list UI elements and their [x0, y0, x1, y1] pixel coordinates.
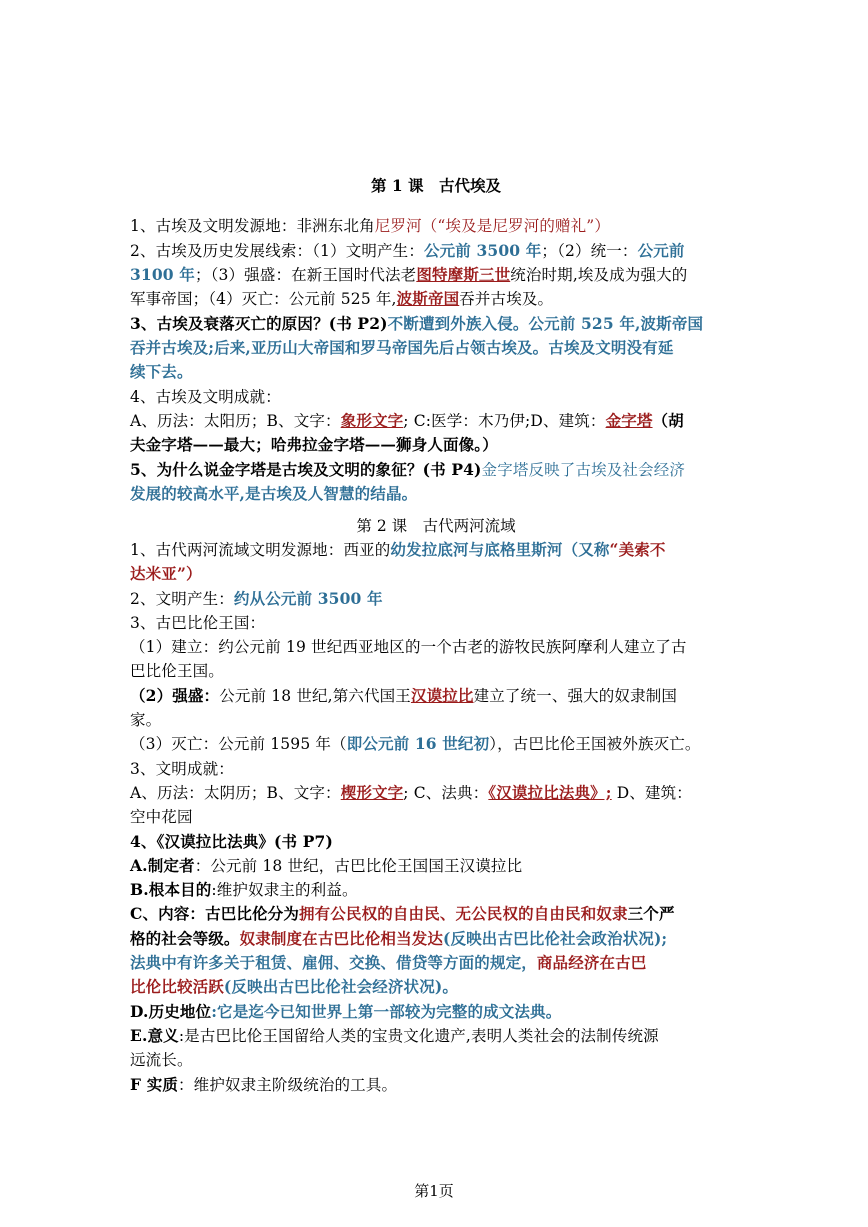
- lesson2-babylon-s1-line1: （1）建立：约公元前 19 世纪西亚地区的一个古老的游牧民族阿摩利人建立了古: [130, 638, 687, 656]
- lesson1-history-line3: [130, 289, 553, 309]
- code-status: [130, 1002, 561, 1022]
- code-content-line2: [130, 929, 667, 949]
- code-content-line4: [130, 977, 458, 997]
- highlight-text: 尼罗河（“埃及是尼罗河的赠礼”）: [374, 217, 611, 235]
- text: A、历法：太阴历；B、文字：: [130, 784, 341, 802]
- lesson1-origin: [130, 216, 610, 236]
- highlight-text: (反映出古巴比伦社会经济状况)。: [223, 977, 458, 996]
- lesson1-q3-line2: 吞并古埃及;后来,亚历山大帝国和罗马帝国先后占领古埃及。古埃及文明没有延: [130, 338, 674, 357]
- highlight-text: 比伦比较活跃: [130, 977, 224, 996]
- text: 公元前 18 世纪,第六代国王: [219, 687, 411, 705]
- label: B.根本目的: [130, 880, 212, 899]
- code-essence: [130, 1075, 397, 1095]
- lesson1-q3-line1: [130, 314, 703, 334]
- keyword: 金字塔: [605, 411, 653, 430]
- keyword: 汉谟拉比: [410, 686, 474, 705]
- code-significance-line2: 远流长。: [130, 1051, 193, 1069]
- text: ; C、法典：: [403, 784, 489, 802]
- lesson2-babylon-s1-line2: 巴比伦王国。: [130, 662, 224, 680]
- label: E.意义: [130, 1026, 179, 1045]
- keyword: 《汉谟拉比法典》;: [488, 783, 612, 802]
- question: 5、为什么说金字塔是古埃及文明的象征？(书 P4): [130, 460, 482, 479]
- answer: 不断遭到外族入侵。公元前 525 年,波斯帝国: [387, 314, 704, 333]
- answer: 金字塔反映了古埃及社会经济: [481, 461, 685, 479]
- text: 三个严: [627, 904, 675, 923]
- text: 2、古埃及历史发展线索：（1）文明产生：: [130, 242, 424, 260]
- lesson2-origin-line1: [130, 540, 666, 560]
- text: ；（3）强盛：在新王国时代法老: [194, 266, 417, 284]
- highlight-text: 达米亚”）: [130, 564, 202, 583]
- code-maker: [130, 856, 522, 876]
- lesson2-origin-line2: [130, 564, 202, 584]
- label: A.制定者: [130, 856, 195, 875]
- highlight-text: (反映出古巴比伦社会政治状况);: [443, 929, 668, 948]
- text: :是古巴比伦王国留给人类的宝贵文化遗产,表明人类社会的法制传统源: [178, 1027, 659, 1045]
- highlight-text: 幼发拉底河与底格里斯河（又称: [390, 540, 610, 559]
- lesson2-title: 第 2 课 古代两河流域: [356, 517, 516, 535]
- highlight-text: 约从公元前 3500 年: [233, 589, 383, 608]
- code-significance-line1: [130, 1026, 659, 1046]
- lesson2-achievements-line2: 空中花园: [130, 808, 193, 826]
- lesson2-babylon-s2-line2: 家。: [130, 711, 162, 729]
- text: ；（2）统一：: [541, 242, 638, 260]
- text: （3）灭亡：公元前 1595 年（: [130, 735, 347, 753]
- lesson2-achievements-head: 3、文明成就：: [130, 760, 234, 778]
- lesson1-history-line1: [130, 241, 685, 261]
- code-content-line3: [130, 953, 646, 973]
- keyword: 象形文字: [340, 411, 404, 430]
- text: 军事帝国；（4）灭亡：公元前 525 年,: [130, 290, 397, 308]
- label: D.历史地位: [130, 1002, 212, 1021]
- text: 统治时期,埃及成为强大的: [510, 266, 688, 284]
- text: 1、古代两河流域文明发源地：西亚的: [130, 541, 391, 559]
- text: （2）强盛：: [130, 686, 220, 705]
- keyword: 波斯帝国: [396, 289, 460, 308]
- highlight-text: 公元前 3500 年: [423, 241, 542, 260]
- text: ），古巴比伦王国被外族灭亡。: [489, 735, 701, 753]
- keyword: 图特摩斯三世: [416, 265, 511, 284]
- lesson2-babylon-s3: [130, 734, 701, 754]
- text: ：维护奴隶主阶级统治的工具。: [178, 1076, 398, 1094]
- highlight-text: 即公元前 16 世纪初: [346, 734, 490, 753]
- text: 2、文明产生：: [130, 590, 234, 608]
- lesson1-achievements-head: 4、古埃及文明成就：: [130, 388, 281, 406]
- text: ：公元前 18 世纪，古巴比伦王国国王汉谟拉比: [194, 857, 523, 875]
- text: A、历法：太阳历；B、文字：: [130, 412, 341, 430]
- highlight-text: :它是迄今已知世界上第一部较为完整的成文法典。: [211, 1002, 562, 1021]
- lesson1-title: 第 1 课 古代埃及: [370, 176, 502, 195]
- highlight-text: “美索不: [609, 540, 666, 559]
- text: （胡: [652, 411, 684, 430]
- keyword: 楔形文字: [340, 783, 404, 802]
- text: 1、古埃及文明发源地：非洲东北角: [130, 217, 375, 235]
- text: 建立了统一、强大的奴隶制国: [473, 687, 678, 705]
- lesson1-q5-line1: [130, 460, 685, 480]
- text: 格的社会等级。: [130, 929, 240, 948]
- code-purpose: [130, 880, 358, 900]
- code-heading: 4、《汉谟拉比法典》(书 P7): [130, 832, 333, 851]
- highlight-text: 商品经济在古巴: [536, 953, 647, 972]
- lesson2-achievements-line1: [130, 783, 692, 803]
- highlight-text: 奴隶制度在古巴比伦相当发达: [239, 929, 444, 948]
- highlight-text: 拥有公民权的自由民、无公民权的自由民和奴隶: [299, 904, 628, 923]
- label: F 实质: [130, 1075, 179, 1094]
- lesson1-q3-line3: 续下去。: [130, 362, 193, 381]
- text: ; C:医学：木乃伊;D、建筑：: [403, 412, 606, 430]
- lesson1-q5-line2: 发展的较高水平,是古埃及人智慧的结晶。: [130, 484, 418, 503]
- text: D、建筑：: [611, 784, 692, 802]
- lesson1-achievements-line1: [130, 411, 684, 431]
- highlight-text: 法典中有许多关于租赁、雇佣、交换、借贷等方面的规定，: [130, 953, 537, 972]
- lesson2-civilization: [130, 589, 383, 609]
- highlight-text: 公元前: [637, 241, 685, 260]
- page-number: 第1页: [414, 1182, 454, 1200]
- lesson1-achievements-line2: 夫金字塔——最大；哈弗拉金字塔——狮身人面像。）: [130, 435, 498, 454]
- code-content-line1: [130, 904, 675, 924]
- label: C、内容：古巴比伦分为: [130, 904, 299, 923]
- question: 3、古埃及衰落灭亡的原因？(书 P2): [130, 314, 388, 333]
- text: :维护奴隶主的利益。: [211, 881, 358, 899]
- lesson1-history-line2: [130, 265, 687, 285]
- lesson2-babylon-s2-line1: [130, 686, 677, 706]
- highlight-text: 3100 年: [130, 265, 195, 284]
- lesson2-babylon-head: 3、古巴比伦王国：: [130, 614, 266, 632]
- text: 吞并古埃及。: [459, 290, 554, 308]
